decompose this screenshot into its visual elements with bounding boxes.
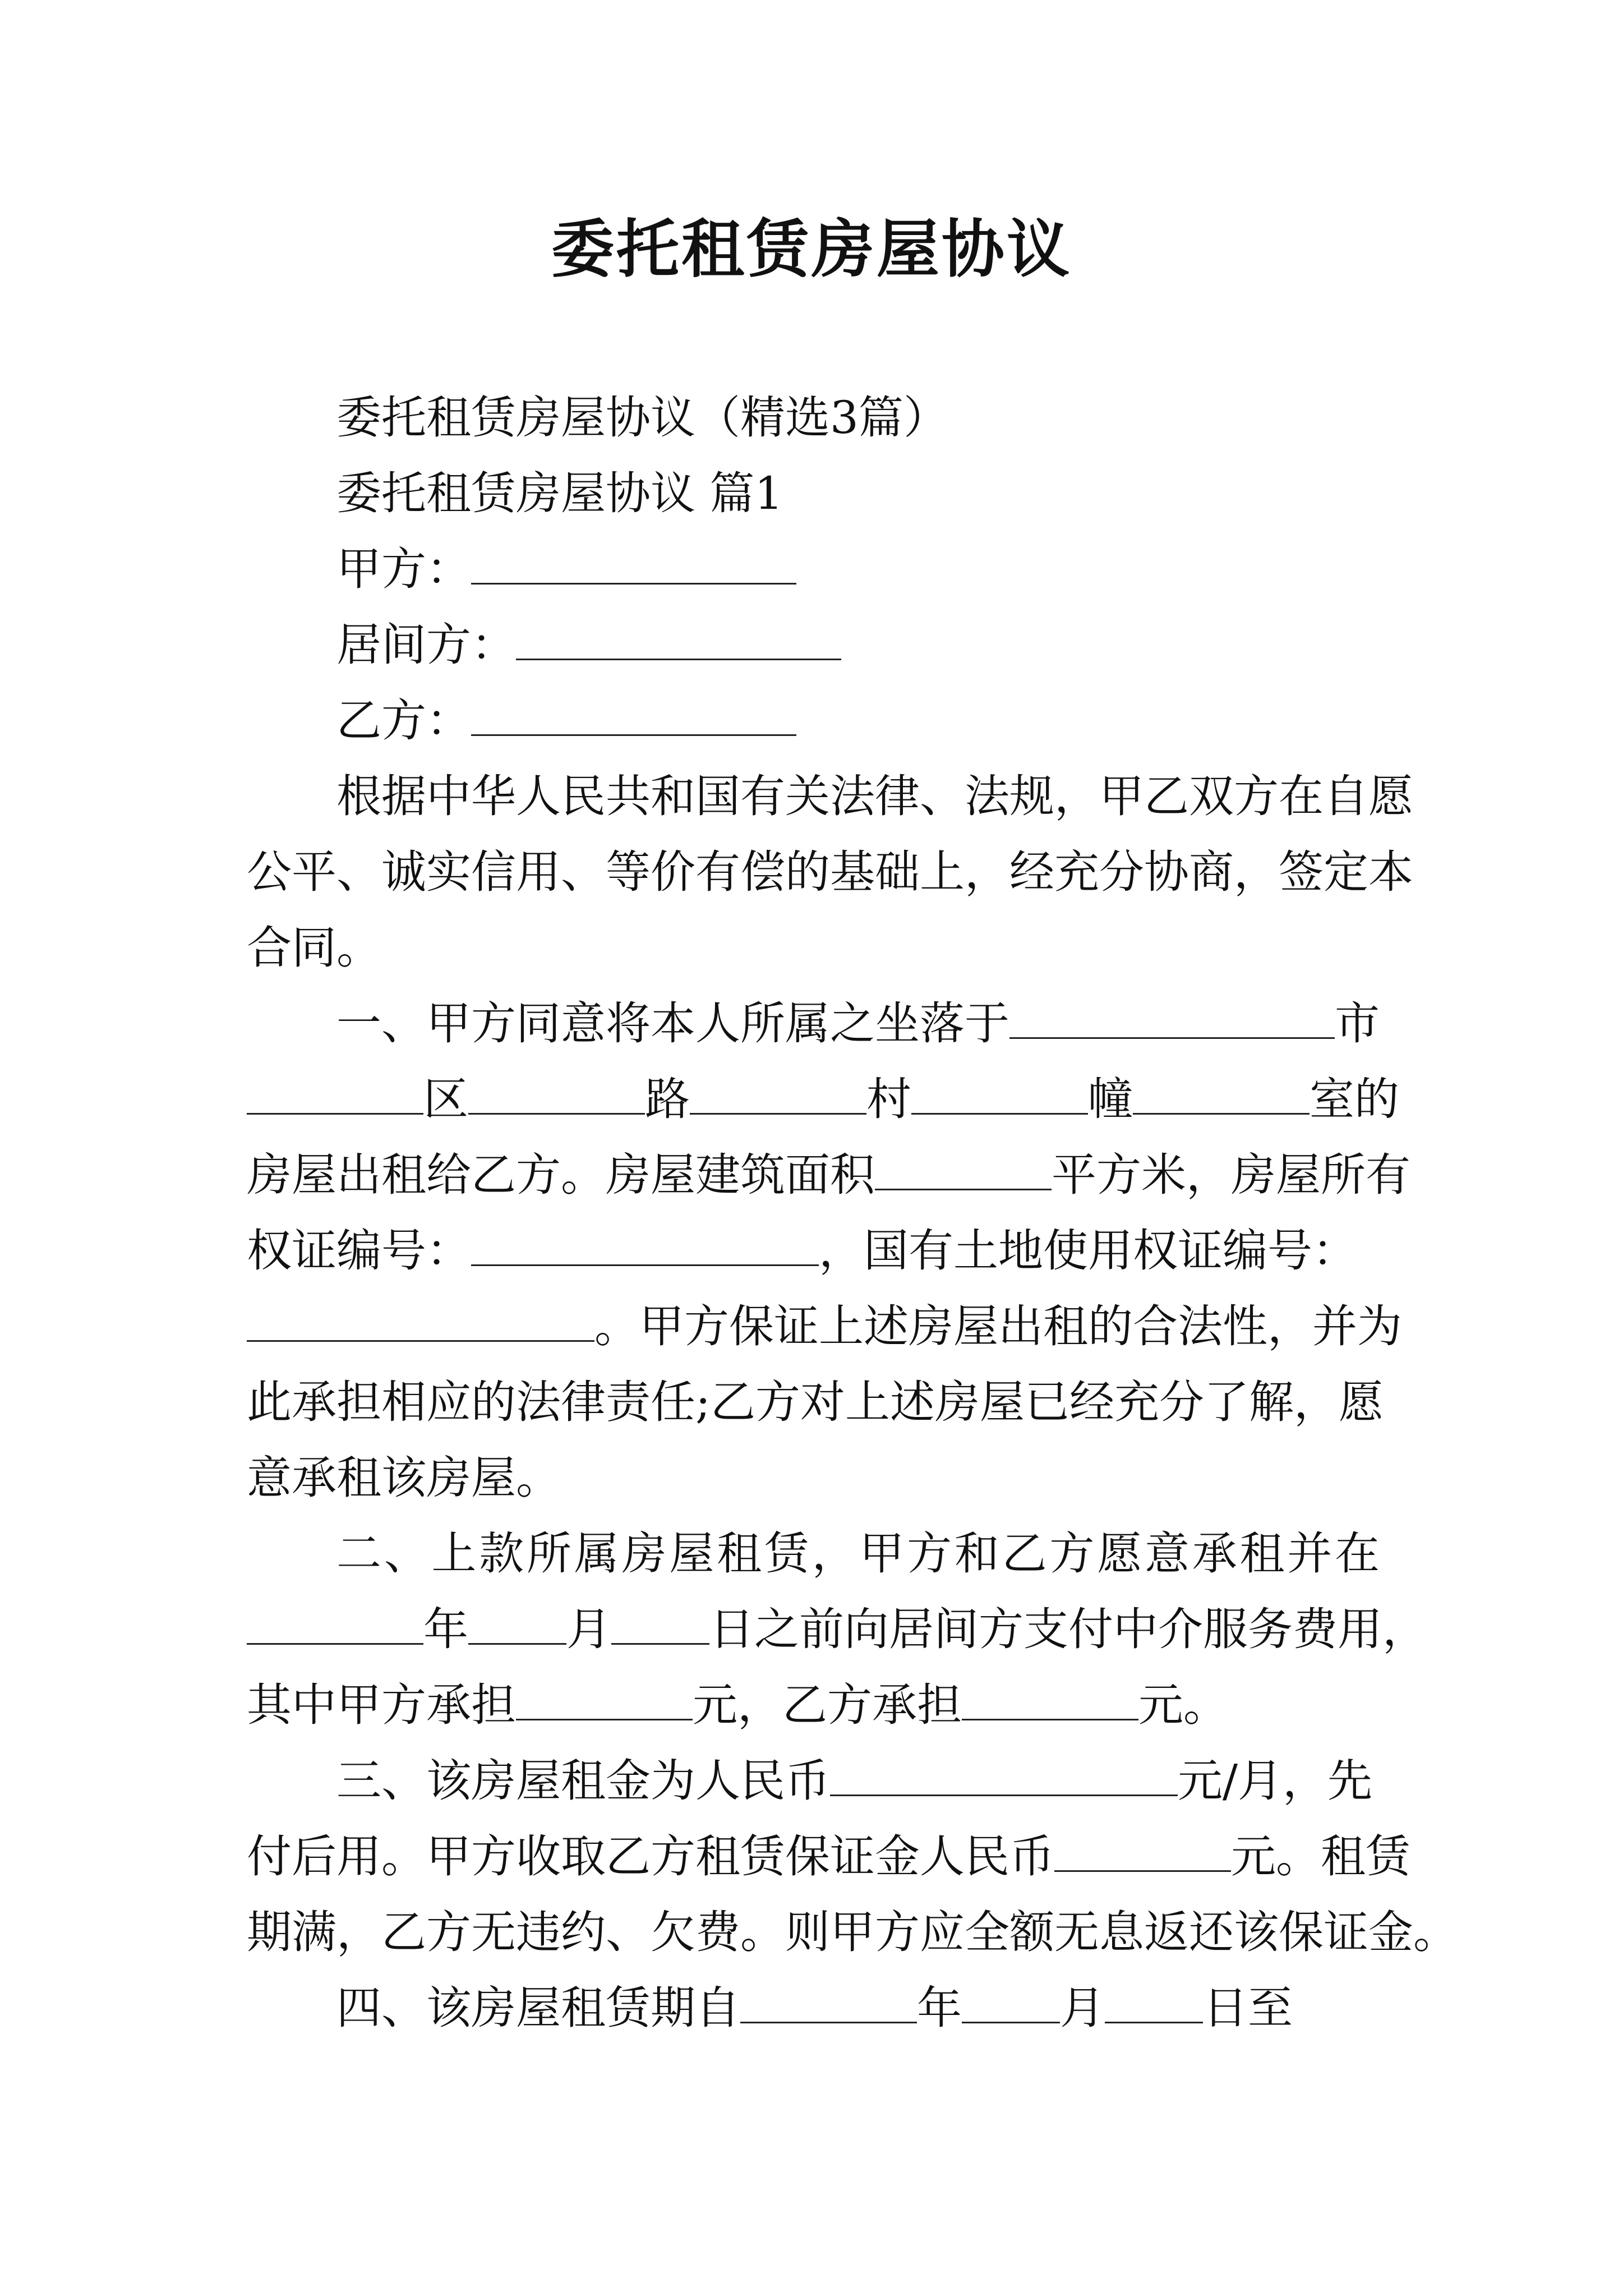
clause2-text: 元，乙方承担 bbox=[693, 1679, 962, 1731]
clause2-line bbox=[247, 1677, 1380, 1733]
clause1-text: 幢 bbox=[1088, 1073, 1133, 1125]
clause1-line bbox=[336, 996, 1380, 1052]
clause1-text: 路 bbox=[645, 1073, 690, 1125]
clause2-text: 其中甲方承担 bbox=[247, 1679, 516, 1731]
room-blank bbox=[1133, 1075, 1310, 1115]
clause4-text: 日至 bbox=[1203, 1982, 1293, 2034]
clause3-text: 元。租赁 bbox=[1231, 1830, 1410, 1883]
start-day-blank bbox=[1105, 1984, 1203, 2023]
month-blank bbox=[468, 1605, 566, 1645]
party-a-label: 甲方： bbox=[336, 543, 471, 595]
clause2-text: 月 bbox=[566, 1603, 611, 1655]
clause1-text: 平方米，房屋所有 bbox=[1052, 1149, 1410, 1201]
clause1-line: 此承担相应的法律责任;乙方对上述房屋已经充分了解，愿 bbox=[247, 1376, 1384, 1428]
road-blank bbox=[468, 1075, 645, 1115]
deposit-blank bbox=[1054, 1832, 1231, 1872]
clause1-text: 一、甲方同意将本人所属之坐落于 bbox=[336, 997, 1009, 1050]
clause1-line bbox=[247, 1147, 1410, 1203]
clause2-line: 二、上款所属房屋租赁，甲方和乙方愿意承租并在 bbox=[336, 1527, 1380, 1580]
party-b-label: 乙方： bbox=[336, 694, 471, 747]
clause4-line bbox=[336, 1980, 1380, 2036]
party-b-blank bbox=[471, 696, 796, 736]
clause3-line bbox=[336, 1753, 1380, 1809]
party-b-fee-blank bbox=[962, 1681, 1138, 1720]
broker-line bbox=[336, 617, 1380, 673]
city-blank bbox=[1009, 999, 1335, 1039]
clause1-text: 室的 bbox=[1310, 1073, 1399, 1125]
land-cert-blank bbox=[247, 1302, 594, 1342]
clause1-line: 意承租该房屋。 bbox=[247, 1452, 561, 1504]
broker-blank bbox=[516, 620, 841, 660]
clause1-text: 村 bbox=[866, 1073, 911, 1125]
clause4-text: 月 bbox=[1060, 1982, 1105, 2034]
clause1-text: 权证编号： bbox=[247, 1225, 471, 1277]
document-title: 委托租赁房屋协议 bbox=[551, 213, 1072, 286]
clause4-text: 四、该房屋租赁期自 bbox=[336, 1982, 740, 2034]
village-blank bbox=[690, 1075, 866, 1115]
preamble-line: 公平、诚实信用、等价有偿的基础上，经充分协商，签定本 bbox=[247, 846, 1413, 898]
clause1-text: 市 bbox=[1335, 997, 1380, 1050]
day-blank bbox=[611, 1605, 709, 1645]
preamble-line: 根据中华人民共和国有关法律、法规，甲乙双方在自愿 bbox=[336, 770, 1413, 822]
clause3-text: 三、该房屋租金为人民币 bbox=[336, 1755, 830, 1807]
clause3-line bbox=[247, 1829, 1410, 1885]
clause3-text: 元/月，先 bbox=[1178, 1755, 1372, 1807]
clause1-line bbox=[247, 1223, 1380, 1279]
clause2-text: 年 bbox=[423, 1603, 468, 1655]
clause1-text: ，国有土地使用权证编号： bbox=[819, 1225, 1357, 1277]
clause3-text: 付后用。甲方收取乙方租赁保证金人民币 bbox=[247, 1830, 1054, 1883]
clause1-line bbox=[247, 1071, 1399, 1128]
party-a-blank bbox=[471, 545, 796, 585]
start-year-blank bbox=[740, 1984, 917, 2023]
year-blank bbox=[247, 1605, 423, 1645]
clause2-line bbox=[247, 1602, 1427, 1658]
party-a-fee-blank bbox=[516, 1681, 693, 1720]
heading-collection: 委托租赁房屋协议（精选3篇） bbox=[336, 392, 948, 444]
heading-part: 委托租赁房屋协议 篇1 bbox=[336, 467, 783, 519]
clause1-line bbox=[247, 1299, 1402, 1355]
rent-blank bbox=[830, 1756, 1178, 1796]
preamble-line: 合同。 bbox=[247, 922, 381, 974]
ownership-cert-blank bbox=[471, 1226, 819, 1266]
broker-label: 居间方： bbox=[336, 619, 516, 671]
clause4-text: 年 bbox=[917, 1982, 962, 2034]
party-b-line bbox=[336, 693, 1380, 749]
district-blank bbox=[247, 1075, 423, 1115]
clause2-text: 元。 bbox=[1138, 1679, 1228, 1731]
start-month-blank bbox=[962, 1984, 1060, 2023]
clause3-line: 期满，乙方无违约、欠费。则甲方应全额无息返还该保证金。 bbox=[247, 1906, 1458, 1958]
party-a-line bbox=[336, 541, 1380, 597]
clause1-text: 房屋出租给乙方。房屋建筑面积 bbox=[247, 1149, 875, 1201]
clause1-text: 区 bbox=[423, 1073, 468, 1125]
clause2-text: 日之前向居间方支付中介服务费用， bbox=[709, 1603, 1427, 1655]
clause1-text: 。甲方保证上述房屋出租的合法性，并为 bbox=[594, 1300, 1402, 1352]
building-blank bbox=[911, 1075, 1088, 1115]
area-blank bbox=[875, 1151, 1052, 1190]
